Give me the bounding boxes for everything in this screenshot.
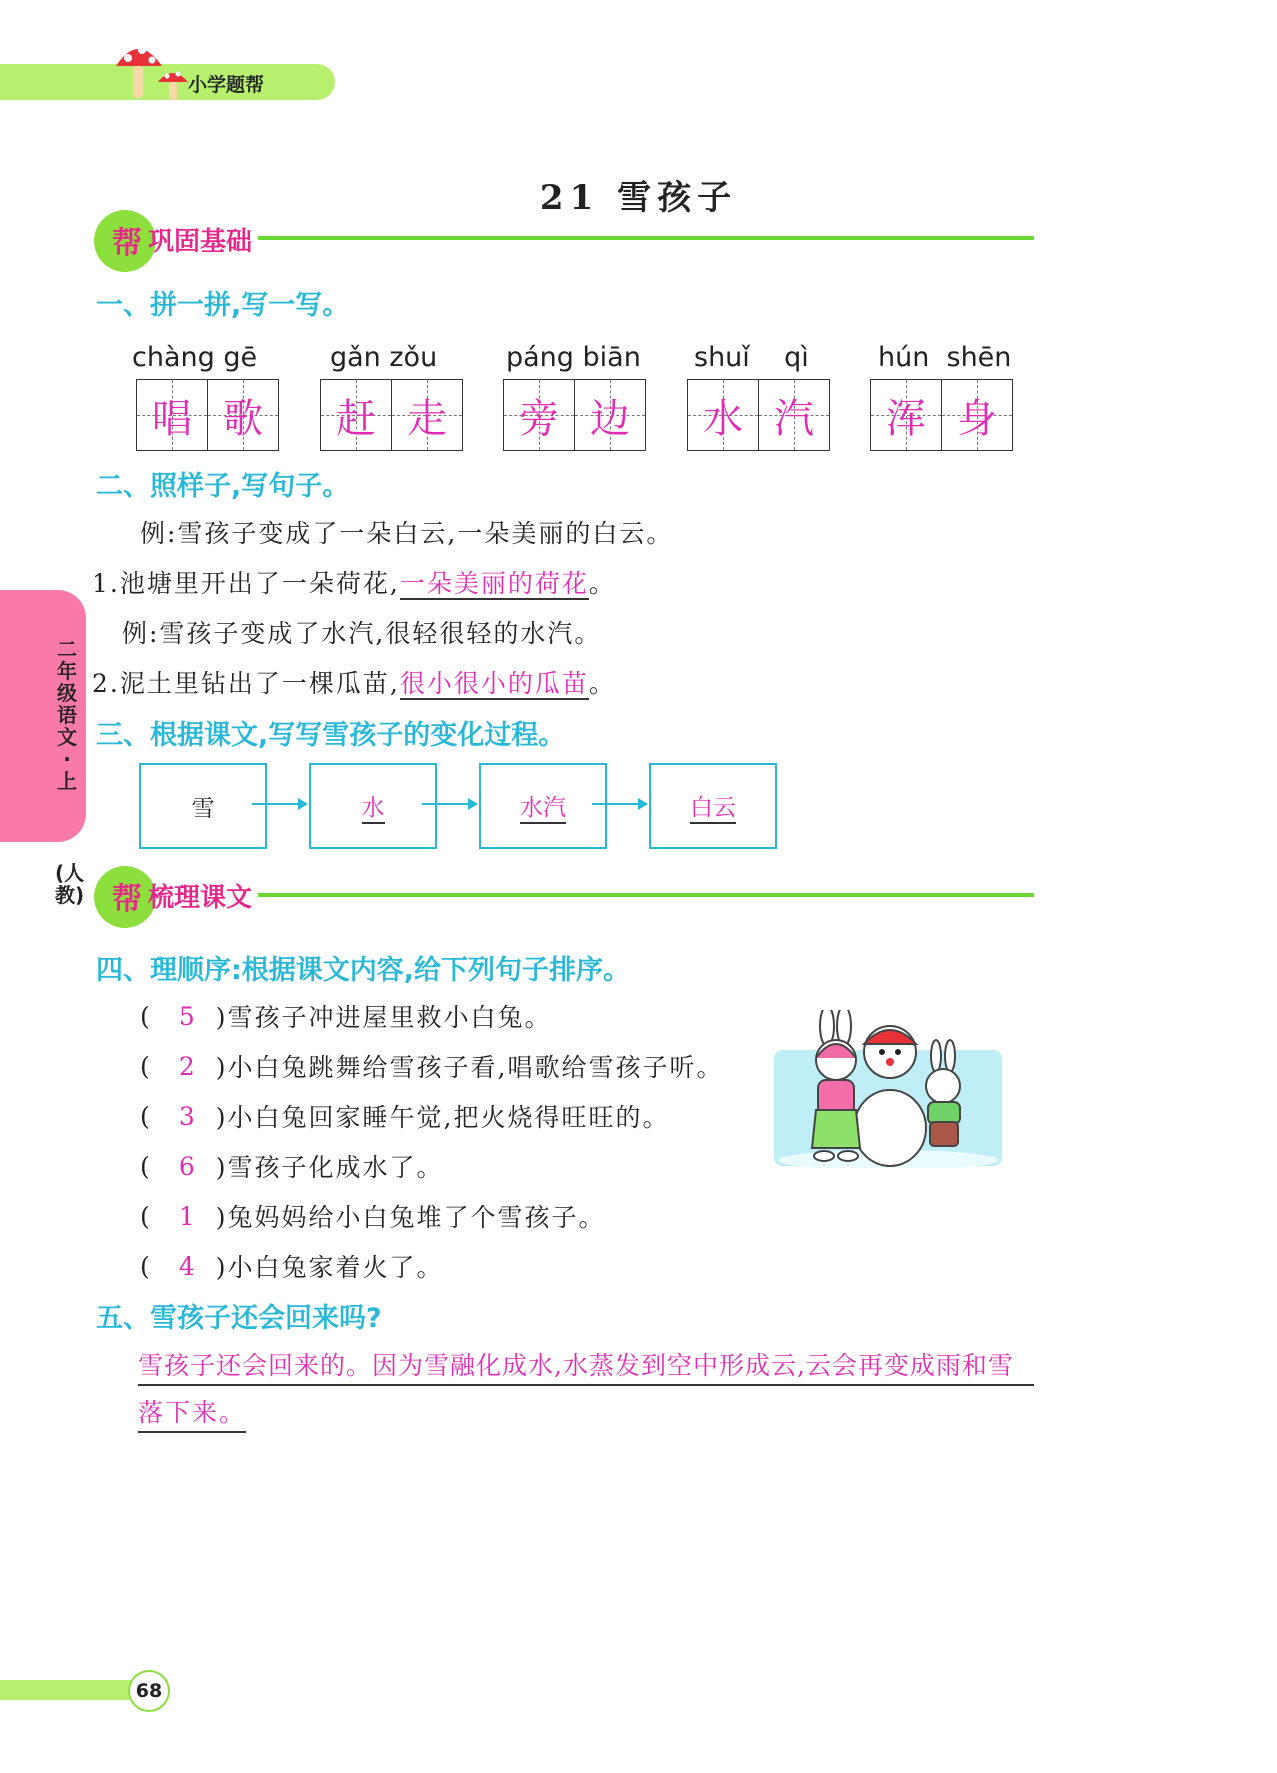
open-paren: ( bbox=[140, 1201, 150, 1231]
question-heading: 五、雪孩子还会回来吗? bbox=[96, 1303, 382, 1334]
answer-char: 走 bbox=[407, 395, 447, 442]
order-text: )小白兔家着火了。 bbox=[215, 1253, 444, 1282]
answer-char: 边 bbox=[590, 395, 630, 442]
flow-step-answer: 白云 bbox=[690, 789, 736, 824]
tian-grid bbox=[870, 379, 1013, 451]
exercise-sentence bbox=[92, 664, 616, 700]
section-title: 巩固基础 bbox=[148, 227, 253, 257]
order-number: 2 bbox=[178, 1051, 195, 1081]
question-heading: 四、理顺序:根据课文内容,给下列句子排序。 bbox=[96, 955, 631, 986]
answer-text: 很小很小的瓜苗 bbox=[399, 669, 589, 698]
order-item bbox=[140, 1198, 606, 1234]
sentence-prefix: 2.泥土里钻出了一棵瓜苗, bbox=[92, 669, 400, 698]
answer-char: 唱 bbox=[152, 395, 192, 442]
flow-step bbox=[309, 763, 437, 849]
brand-label: 小学题帮 bbox=[188, 74, 265, 96]
pinyin: chàng gē bbox=[132, 342, 258, 373]
order-number: 1 bbox=[178, 1201, 195, 1231]
order-number: 6 bbox=[178, 1151, 195, 1181]
order-item bbox=[140, 1148, 444, 1184]
section-badge-char: 帮 bbox=[112, 226, 142, 261]
open-paren: ( bbox=[140, 1151, 150, 1181]
section-title: 梳理课文 bbox=[148, 883, 253, 913]
order-item bbox=[140, 1098, 669, 1134]
sentence-prefix: 1.池塘里开出了一朵荷花, bbox=[92, 569, 400, 598]
answer-char: 汽 bbox=[774, 395, 814, 442]
arrow-icon bbox=[422, 803, 476, 805]
lesson-title: 21 雪孩子 bbox=[539, 178, 738, 218]
tian-grid bbox=[503, 379, 646, 451]
sentence-end: 。 bbox=[588, 669, 616, 698]
answer-char: 身 bbox=[957, 395, 997, 442]
side-tab-grade: 二年级语文·上 bbox=[57, 637, 77, 793]
order-text: )小白兔回家睡午觉,把火烧得旺旺的。 bbox=[215, 1103, 670, 1132]
open-paren: ( bbox=[140, 1101, 150, 1131]
section-divider bbox=[258, 893, 1034, 897]
order-text: )雪孩子化成水了。 bbox=[215, 1153, 444, 1182]
answer-char: 浑 bbox=[886, 395, 926, 442]
pinyin: shuǐ qì bbox=[694, 342, 809, 373]
section-divider bbox=[258, 236, 1034, 240]
footer-bar bbox=[0, 1680, 140, 1700]
flow-step bbox=[139, 763, 267, 849]
order-text: )小白兔跳舞给雪孩子看,唱歌给雪孩子听。 bbox=[215, 1053, 724, 1082]
open-paren: ( bbox=[140, 1001, 150, 1031]
exercise-sentence bbox=[92, 564, 616, 600]
sentence-end: 。 bbox=[588, 569, 616, 598]
answer-line: 落下来。 bbox=[138, 1393, 246, 1433]
pinyin: hún shēn bbox=[878, 342, 1012, 373]
tian-grid bbox=[687, 379, 830, 451]
pinyin: páng biān bbox=[506, 342, 641, 373]
section-badge-char: 帮 bbox=[112, 882, 142, 917]
answer-char: 赶 bbox=[336, 395, 376, 442]
question-heading: 二、照样子,写句子。 bbox=[96, 471, 350, 502]
arrow-icon bbox=[252, 803, 306, 805]
arrow-icon bbox=[592, 803, 646, 805]
question-heading: 一、拼一拼,写一写。 bbox=[96, 290, 350, 321]
flow-step-label: 雪 bbox=[191, 795, 215, 822]
open-paren: ( bbox=[140, 1251, 150, 1281]
flow-step-answer: 水汽 bbox=[520, 789, 566, 824]
example-sentence: 例:雪孩子变成了一朵白云,一朵美丽的白云。 bbox=[140, 519, 674, 548]
snowchild-rabbits-illustration bbox=[772, 1010, 1004, 1168]
order-number: 4 bbox=[178, 1251, 195, 1281]
side-tab-edition: (人教) bbox=[55, 861, 85, 907]
question-heading: 三、根据课文,写写雪孩子的变化过程。 bbox=[96, 720, 566, 751]
flow-step-answer: 水 bbox=[362, 789, 385, 824]
open-paren: ( bbox=[140, 1051, 150, 1081]
answer-line: 雪孩子还会回来的。因为雪融化成水,水蒸发到空中形成云,云会再变成雨和雪 bbox=[138, 1346, 1034, 1386]
order-number: 3 bbox=[178, 1101, 195, 1131]
tian-grid bbox=[136, 379, 279, 451]
flow-step bbox=[479, 763, 607, 849]
order-text: )雪孩子冲进屋里救小白兔。 bbox=[215, 1003, 552, 1032]
pinyin: gǎn zǒu bbox=[330, 342, 438, 373]
order-text: )兔妈妈给小白兔堆了个雪孩子。 bbox=[215, 1203, 606, 1232]
example-sentence: 例:雪孩子变成了水汽,很轻很轻的水汽。 bbox=[122, 619, 602, 648]
page-number: 68 bbox=[128, 1670, 170, 1712]
answer-char: 歌 bbox=[223, 395, 263, 442]
tian-grid bbox=[320, 379, 463, 451]
flow-step bbox=[649, 763, 777, 849]
order-item bbox=[140, 1248, 444, 1284]
answer-char: 旁 bbox=[519, 395, 559, 442]
answer-text: 一朵美丽的荷花 bbox=[399, 569, 589, 598]
order-item bbox=[140, 998, 552, 1034]
order-item bbox=[140, 1048, 723, 1084]
mushroom-icon bbox=[112, 38, 192, 102]
answer-char: 水 bbox=[703, 395, 743, 442]
order-number: 5 bbox=[178, 1001, 195, 1031]
